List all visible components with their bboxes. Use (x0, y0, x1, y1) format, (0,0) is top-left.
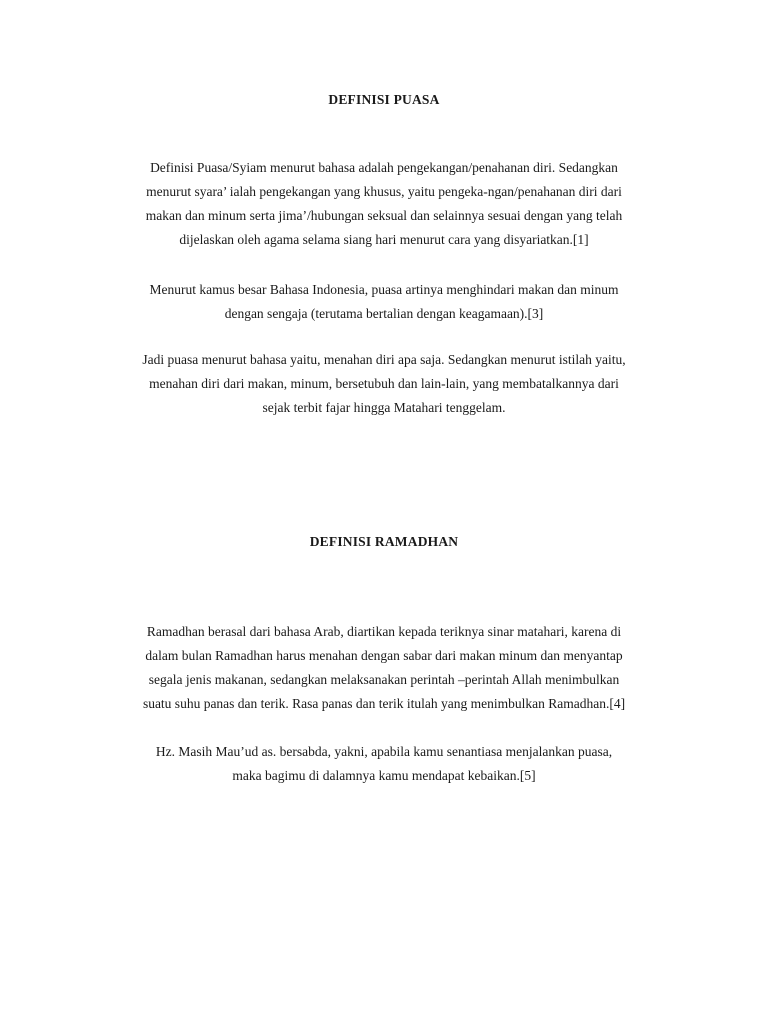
paragraph-hz-masih (108, 740, 660, 788)
paragraph-definisi-puasa (108, 156, 660, 252)
text-line: Menurut kamus besar Bahasa Indonesia, puasa artinya menghindari makan dan minum (149, 282, 619, 297)
text-line: dijelaskan oleh agama selama siang hari menurut cara yang disyariatkan.[1] (179, 232, 589, 247)
section-heading-puasa: DEFINISI PUASA (328, 92, 440, 107)
text-line: segala jenis makanan, sedangkan melaksanakan perintah –perintah Allah menimbulkan (148, 672, 620, 687)
paragraph-ramadhan-arab (108, 620, 660, 716)
text-line: Hz. Masih Mau’ud as. bersabda, yakni, apabila kamu senantiasa menjalankan puasa, (155, 744, 613, 759)
text-line: maka bagimu di dalamnya kamu mendapat kebaikan.[5] (232, 768, 536, 783)
text-line: dalam bulan Ramadhan harus menahan dengan sabar dari makan minum dan menyantap (145, 648, 623, 663)
text-line: Jadi puasa menurut bahasa yaitu, menahan diri apa saja. Sedangkan menurut istilah yaitu, (142, 352, 626, 367)
text-line: sejak terbit fajar hingga Matahari tenggelam. (262, 400, 506, 415)
text-line: menurut syara’ ialah pengekangan yang khusus, yaitu pengeka-ngan/penahanan diri dari (146, 184, 622, 199)
section-heading-ramadhan: DEFINISI RAMADHAN (309, 534, 459, 549)
paragraph-istilah (108, 348, 660, 420)
paragraph-kamus (108, 278, 660, 326)
text-line: suatu suhu panas dan terik. Rasa panas dan terik itulah yang menimbulkan Ramadhan.[4] (142, 696, 626, 711)
text-line: dengan sengaja (terutama bertalian dengan keagamaan).[3] (224, 306, 544, 321)
text-line: makan dan minum serta jima’/hubungan seksual dan selainnya sesuai dengan yang telah (145, 208, 623, 223)
text-line: Ramadhan berasal dari bahasa Arab, diartikan kepada teriknya sinar matahari, karena di (146, 624, 622, 639)
text-line: menahan diri dari makan, minum, bersetubuh dan lain-lain, yang membatalkannya dari (149, 376, 619, 391)
text-line: Definisi Puasa/Syiam menurut bahasa adalah pengekangan/penahanan diri. Sedangkan (150, 160, 618, 175)
